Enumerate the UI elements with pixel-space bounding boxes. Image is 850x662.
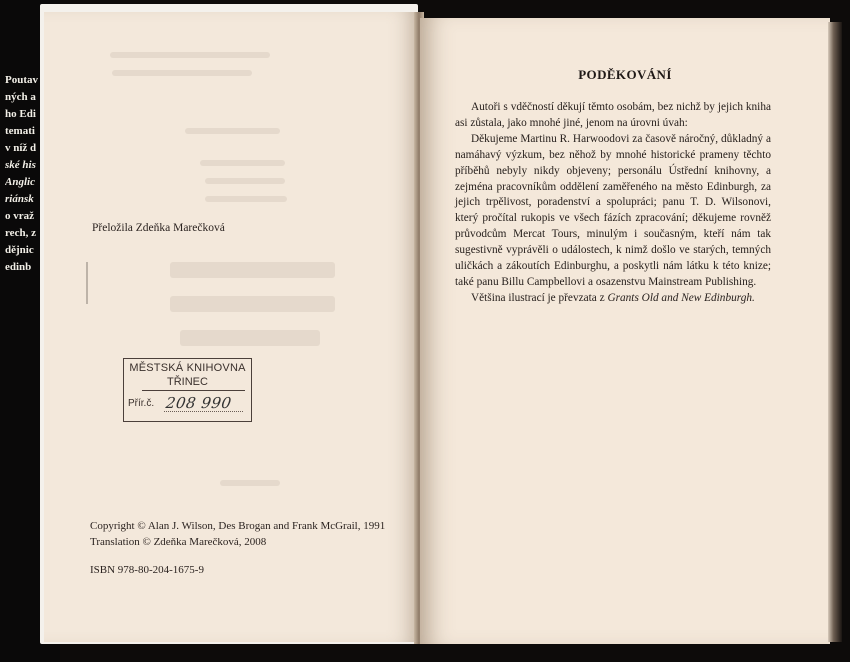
acknowledgements-text xyxy=(455,100,771,307)
paragraph: Děkujeme Martinu R. Harwoodovi za časově náročný, důkladný a namáhavý výzkum, bez něhož by mnohé historické prameny těchto příběhů nebyly nikdy objeveny; personálu Ústřední knihovny, a zejména pracovníkům oddělení zaměřeného na město Edinburgh, za jejich trpělivost, poradenství a spolupráci; panu T. D. Wilsonovi, který pročítal rukopis ve všech fázích zpracování; děkujeme rovněž průvodcům Mercat Tours, minulým i současným, kteří nám tak sugestivně vyprávěli o událostech, k nimž došlo ve starých, temných uličkách a zákoutích Edinburghu, a poskytli nám látku k této knize; také panu Billu Campbellovi a osazenstvu Mainstream Publishing. xyxy=(455,132,771,288)
paragraph-text: Většina ilustrací je převzata z xyxy=(471,291,608,304)
book-title-reference: Grants Old and New Edinburgh. xyxy=(607,291,755,304)
jacket-line: ných a xyxy=(5,91,36,103)
paragraph xyxy=(455,291,771,307)
show-through-mark xyxy=(205,178,285,184)
jacket-line: v níž d xyxy=(5,142,37,154)
jacket-line: rech, z xyxy=(5,227,36,239)
translator-credit: Přeložila Zdeňka Marečková xyxy=(92,222,225,234)
jacket-line: Anglic xyxy=(5,176,35,188)
page-title: PODĚKOVÁNÍ xyxy=(578,67,672,82)
jacket-line: edinb xyxy=(5,261,32,273)
jacket-line: Poutav xyxy=(5,74,38,86)
stamp-accession-label: Přír.č. xyxy=(128,398,155,409)
pencil-mark xyxy=(86,262,88,304)
jacket-line: ské his xyxy=(5,159,36,171)
jacket-line: ho Edi xyxy=(5,108,36,120)
show-through-mark xyxy=(220,480,280,486)
stamp-accession-number: 208 990 xyxy=(164,394,233,412)
show-through-mark xyxy=(205,196,287,202)
jacket-flap-text xyxy=(5,72,45,276)
show-through-mark xyxy=(112,70,252,76)
show-through-mark xyxy=(110,52,270,58)
show-through-mark xyxy=(180,330,320,346)
jacket-line: dějnic xyxy=(5,244,34,256)
stamp-divider xyxy=(142,390,245,391)
isbn: ISBN 978-80-204-1675-9 xyxy=(90,564,204,576)
paragraph: Autoři s vděčností děkují těmto osobám, bez nichž by jejich kniha asi zůstala, jako mnohé jiné, jenom na úrovni úvah: xyxy=(455,101,771,129)
library-stamp xyxy=(123,358,252,422)
jacket-line: o vraž xyxy=(5,210,35,222)
stamp-number-line xyxy=(164,411,243,412)
show-through-mark xyxy=(185,128,280,134)
stamp-library-name: MĚSTSKÁ KNIHOVNA xyxy=(129,362,246,374)
translation-copyright-line: Translation © Zdeňka Marečková, 2008 xyxy=(90,536,267,548)
stamp-city: TŘINEC xyxy=(167,376,208,388)
copyright-block xyxy=(90,518,385,550)
show-through-mark xyxy=(170,262,335,278)
copyright-line: Copyright © Alan J. Wilson, Des Brogan and Frank McGrail, 1991 xyxy=(90,520,386,532)
jacket-line: temati xyxy=(5,125,35,137)
page-edges xyxy=(828,22,842,642)
show-through-mark xyxy=(170,296,335,312)
jacket-line: riánsk xyxy=(5,193,34,205)
show-through-mark xyxy=(200,160,285,166)
